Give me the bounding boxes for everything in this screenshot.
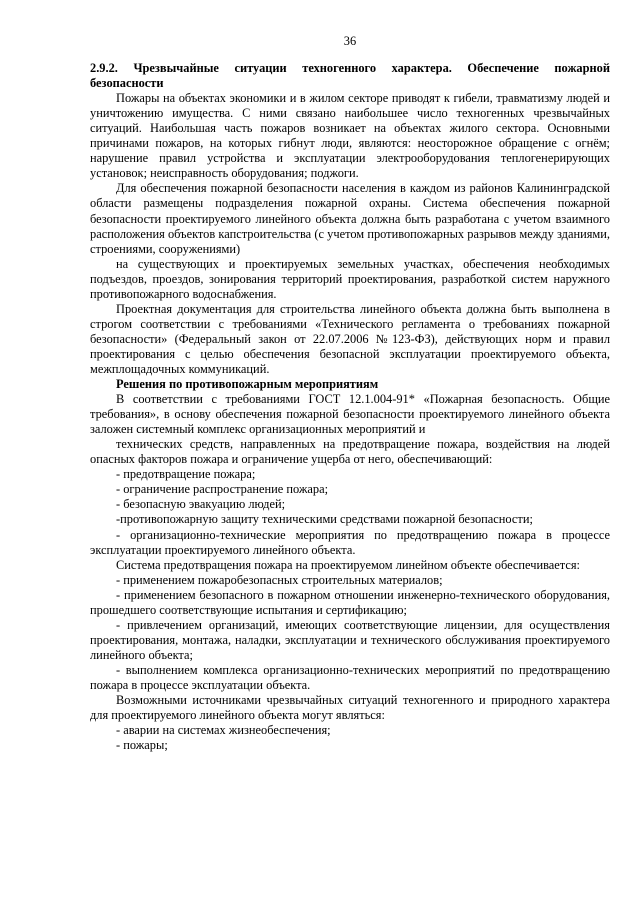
list-item: -противопожарную защиту техническими средствами пожарной безопасности; (116, 512, 533, 527)
paragraph-gost-requirements: В соответствии с требованиями ГОСТ 12.1.004-91* «Пожарная безопасность. Общие требования», в основу обеспечения пожарной безопасности проектируемого линейного объекта заложен системный комплекс организационных мероприятий и (90, 392, 610, 437)
subheading-fire-measures: Решения по противопожарным мероприятиям (116, 377, 379, 392)
list-item: - применением безопасного в пожарном отношении инженерно-технического оборудования, прошедшего соответствующие испытания и сертификацию; (90, 587, 610, 617)
list-item: - привлечением организаций, имеющих соответствующие лицензии, для осуществления проектирования, монтажа, наладки, эксплуатации и технического обслуживания проектируемого линейного объекта; (90, 617, 610, 662)
paragraph-emergency-sources: Возможными источниками чрезвычайных ситуаций техногенного и природного характера для проектируемого линейного объекта могут являться: (90, 693, 610, 723)
section-heading: 2.9.2. Чрезвычайные ситуации техногенного характера. Обеспечение пожарной безопасности (90, 61, 610, 91)
list-item: - безопасную эвакуацию людей; (116, 497, 286, 512)
document-page (90, 34, 610, 753)
list-item: - аварии на системах жизнеобеспечения; (116, 723, 331, 738)
paragraph-technical-means: технических средств, направленных на предотвращение пожара, воздействия на людей опасных факторов пожара и ограничение ущерба от него, обеспечивающий: (90, 437, 610, 467)
paragraph-prevention-system: Система предотвращения пожара на проектируемом линейном объекте обеспечивается: (116, 557, 580, 572)
paragraph-fire-safety-system: Для обеспечения пожарной безопасности населения в каждом из районов Калининградской области размещены подразделения пожарной охраны. Система обеспечения пожарной безопасности проектируемого линейного объекта должна быть разработана с учетом взаимного расположения объектов капстроительства (с учетом противопожарных разрывов между зданиями, строениями, сооружениями) (90, 181, 610, 256)
paragraph-fires-causes: Пожары на объектах экономики и в жилом секторе приводят к гибели, травматизму людей и уничтожению имущества. С ними связано наибольшее число техногенных чрезвычайных ситуаций. Наибольшая часть пожаров возникает на объектах жилого сектора. Основными причинами пожаров, на которых гибнут люди, являются: неосторожное обращение с огнём; нарушение правил устройства и эксплуатации электрооборудования теплогенерирующих установок; неисправность оборудования; поджоги. (90, 91, 610, 181)
list-item: - выполнением комплекса организационно-технических мероприятий по предотвращению пожара в процессе эксплуатации объекта. (90, 662, 610, 692)
list-item: - организационно-технические мероприятия по предотвращению пожара в процессе эксплуатации проектируемого линейного объекта. (90, 527, 610, 557)
paragraph-project-documentation: Проектная документация для строительства линейного объекта должна быть выполнена в строгом соответствии с требованиями «Технического регламента о требованиях пожарной безопасности» (Федеральный закон от 22.07.2006 №123-ФЗ), действующих норм и правил проектирования с целью обеспечения безопасной эксплуатации проектируемого объекта, межплощадочных коммуникаций. (90, 301, 610, 376)
list-item: - ограничение распространение пожара; (116, 482, 329, 497)
list-item: - пожары; (116, 738, 168, 753)
list-item: - предотвращение пожара; (116, 467, 256, 482)
list-item: - применением пожаробезопасных строительных материалов; (116, 572, 443, 587)
page-number: 36 (343, 34, 357, 48)
paragraph-land-plots: на существующих и проектируемых земельных участках, обеспечения необходимых подъездов, проездов, зонирования территорий проектирования, разработкой систем наружного противопожарного водоснабжения. (90, 256, 610, 301)
